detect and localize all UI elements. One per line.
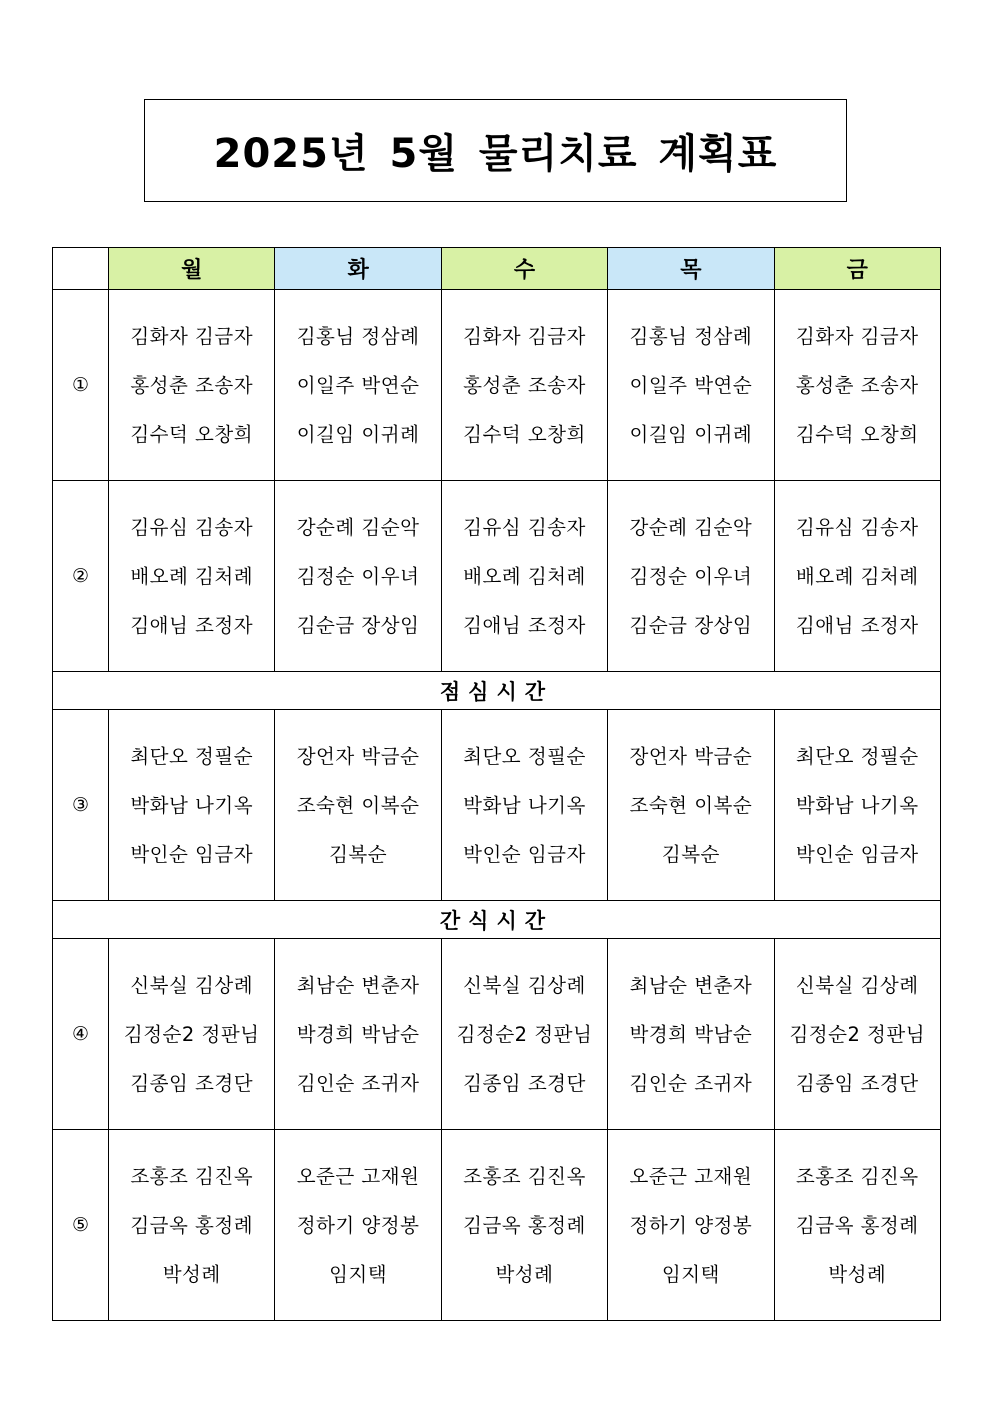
patient-names: 강순례 김순악 (296, 515, 420, 539)
day-header-mon: 월 (109, 248, 275, 290)
patient-names: 조홍조 김진옥 (463, 1164, 586, 1188)
patient-names: 김종임 조경단 (795, 1071, 919, 1095)
schedule-cell (774, 710, 940, 901)
schedule-cell (441, 710, 607, 901)
patient-names: 이길임 이귀례 (296, 422, 420, 446)
patient-names: 박성례 (162, 1262, 221, 1286)
snack-break-row (53, 901, 941, 939)
title-box (144, 99, 847, 202)
patient-names: 박성례 (828, 1262, 887, 1286)
page-title: 2025년 5월 물리치료 계획표 (213, 131, 778, 177)
patient-names: 김복순 (329, 842, 388, 866)
schedule-cell (275, 1130, 441, 1321)
patient-names: 신북실 김상례 (130, 973, 254, 997)
patient-names: 김유심 김송자 (130, 515, 254, 539)
patient-names: 김금옥 홍정례 (795, 1213, 919, 1237)
patient-names: 김수덕 오창희 (463, 422, 586, 446)
patient-names: 김금옥 홍정례 (130, 1213, 254, 1237)
day-header-wed: 수 (441, 248, 607, 290)
patient-names: 이일주 박연순 (629, 373, 753, 397)
patient-names: 김순금 장상임 (629, 613, 753, 637)
schedule-cell (774, 939, 940, 1130)
schedule-cell (275, 481, 441, 672)
patient-names: 김복순 (661, 842, 720, 866)
schedule-cell (275, 939, 441, 1130)
schedule-cell (608, 939, 774, 1130)
patient-names: 김수덕 오창희 (795, 422, 919, 446)
patient-names: 강순례 김순악 (629, 515, 753, 539)
patient-names: 조홍조 김진옥 (130, 1164, 254, 1188)
patient-names: 오준근 고재원 (296, 1164, 420, 1188)
patient-names: 박인순 임금자 (463, 842, 586, 866)
patient-names: 김종임 조경단 (130, 1071, 254, 1095)
patient-names: 김순금 장상임 (296, 613, 420, 637)
slot-row (53, 939, 941, 1130)
schedule-cell (774, 481, 940, 672)
patient-names: 조숙현 이복순 (296, 793, 420, 817)
schedule-cell (441, 481, 607, 672)
patient-names: 홍성춘 조송자 (795, 373, 919, 397)
patient-names: 최단오 정필순 (130, 744, 254, 768)
patient-names: 신북실 김상례 (795, 973, 919, 997)
patient-names: 최남순 변춘자 (296, 973, 420, 997)
patient-names: 박화남 나기옥 (130, 793, 254, 817)
header-row (53, 248, 941, 290)
schedule-cell (109, 939, 275, 1130)
patient-names: 정하기 양정봉 (296, 1213, 420, 1237)
schedule-cell (275, 290, 441, 481)
patient-names: 장언자 박금순 (296, 744, 420, 768)
slot-label: ④ (53, 939, 109, 1130)
patient-names: 이길임 이귀례 (629, 422, 753, 446)
lunch-break-row (53, 672, 941, 710)
patient-names: 박화남 나기옥 (795, 793, 919, 817)
schedule-cell (608, 290, 774, 481)
schedule-cell (774, 290, 940, 481)
patient-names: 김유심 김송자 (795, 515, 919, 539)
schedule-cell (109, 481, 275, 672)
patient-names: 김홍님 정삼례 (629, 324, 753, 348)
patient-names: 김유심 김송자 (463, 515, 586, 539)
patient-names: 조홍조 김진옥 (795, 1164, 919, 1188)
schedule-cell (608, 481, 774, 672)
patient-names: 김금옥 홍정례 (463, 1213, 586, 1237)
patient-names: 김애님 조정자 (463, 613, 586, 637)
patient-names: 박성례 (495, 1262, 554, 1286)
schedule-cell (441, 1130, 607, 1321)
patient-names: 정하기 양정봉 (629, 1213, 753, 1237)
patient-names: 최단오 정필순 (463, 744, 586, 768)
patient-names: 김정순2 정판님 (456, 1022, 593, 1046)
patient-names: 김홍님 정삼례 (296, 324, 420, 348)
schedule-cell (109, 1130, 275, 1321)
schedule-cell (608, 1130, 774, 1321)
patient-names: 오준근 고재원 (629, 1164, 753, 1188)
patient-names: 배오례 김처례 (463, 564, 586, 588)
schedule-cell (441, 290, 607, 481)
patient-names: 박화남 나기옥 (463, 793, 586, 817)
schedule-cell (774, 1130, 940, 1321)
patient-names: 최남순 변춘자 (629, 973, 753, 997)
slot-row (53, 290, 941, 481)
slot-row (53, 1130, 941, 1321)
patient-names: 임지택 (661, 1262, 720, 1286)
slot-label: ⑤ (53, 1130, 109, 1321)
patient-names: 신북실 김상례 (463, 973, 586, 997)
slot-label: ③ (53, 710, 109, 901)
day-header-fri: 금 (774, 248, 940, 290)
slot-label: ② (53, 481, 109, 672)
patient-names: 홍성춘 조송자 (463, 373, 586, 397)
patient-names: 김정순2 정판님 (789, 1022, 926, 1046)
lunch-break-label: 점심시간 (53, 672, 941, 710)
patient-names: 김애님 조정자 (130, 613, 254, 637)
slot-label: ① (53, 290, 109, 481)
day-header-tue: 화 (275, 248, 441, 290)
schedule-cell (109, 710, 275, 901)
patient-names: 김애님 조정자 (795, 613, 919, 637)
patient-names: 김화자 김금자 (130, 324, 254, 348)
patient-names: 홍성춘 조송자 (130, 373, 254, 397)
patient-names: 박인순 임금자 (795, 842, 919, 866)
snack-break-label: 간식시간 (53, 901, 941, 939)
patient-names: 최단오 정필순 (795, 744, 919, 768)
patient-names: 김종임 조경단 (463, 1071, 586, 1095)
patient-names: 김수덕 오창희 (130, 422, 254, 446)
patient-names: 박경희 박남순 (296, 1022, 420, 1046)
day-header-thu: 목 (608, 248, 774, 290)
schedule-table (52, 247, 941, 1321)
schedule-cell (441, 939, 607, 1130)
corner-cell (53, 248, 109, 290)
patient-names: 임지택 (329, 1262, 388, 1286)
schedule-cell (608, 710, 774, 901)
patient-names: 김화자 김금자 (795, 324, 919, 348)
patient-names: 장언자 박금순 (629, 744, 753, 768)
patient-names: 김정순2 정판님 (123, 1022, 260, 1046)
patient-names: 배오례 김처례 (130, 564, 254, 588)
slot-row (53, 710, 941, 901)
patient-names: 김화자 김금자 (463, 324, 586, 348)
patient-names: 박인순 임금자 (130, 842, 254, 866)
patient-names: 배오례 김처례 (795, 564, 919, 588)
patient-names: 조숙현 이복순 (629, 793, 753, 817)
patient-names: 김인순 조귀자 (629, 1071, 753, 1095)
patient-names: 박경희 박남순 (629, 1022, 753, 1046)
patient-names: 김인순 조귀자 (296, 1071, 420, 1095)
schedule-cell (109, 290, 275, 481)
patient-names: 김정순 이우녀 (296, 564, 420, 588)
patient-names: 이일주 박연순 (296, 373, 420, 397)
patient-names: 김정순 이우녀 (629, 564, 753, 588)
schedule-cell (275, 710, 441, 901)
slot-row (53, 481, 941, 672)
